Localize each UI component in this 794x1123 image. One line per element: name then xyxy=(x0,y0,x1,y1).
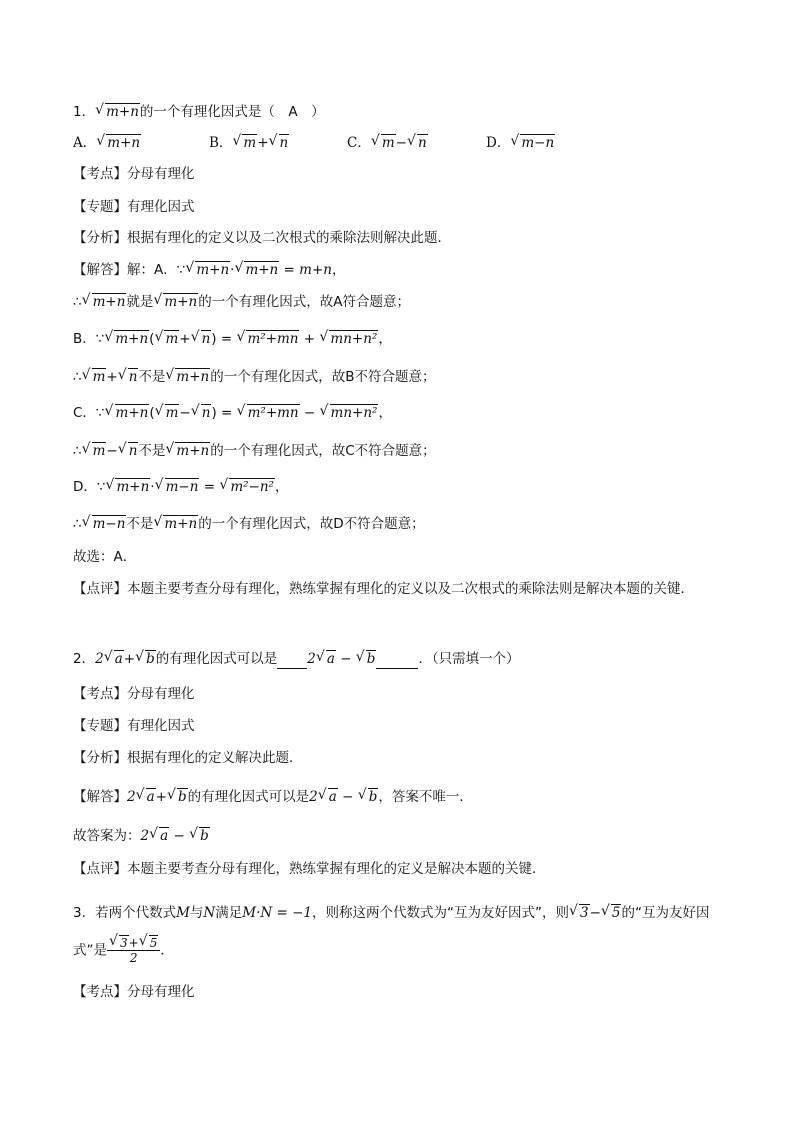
q2-dianping: 【点评】本题主要考查分母有理化，熟练掌握有理化的定义是解决本题的关键． xyxy=(73,861,546,877)
q1-number: 1． xyxy=(73,104,96,120)
q1-radical: √ m+n xyxy=(96,103,140,121)
q1-line-d1: D．∵√ m+n·√ m−n = √ m²−n²， xyxy=(73,478,288,496)
q1-zhuanti: 【专题】有理化因式 xyxy=(73,199,195,215)
q2-answer: 故答案为：2√ a − √ b xyxy=(73,827,210,845)
q1-line-b1: B．∵√ m+n(√ m+√ n) = √ m²+mn + √ mn+n²， xyxy=(73,330,392,348)
q1-option-b: B．√ m+√ n xyxy=(209,134,289,152)
q1-dianping: 【点评】本题主要考查分母有理化，熟练掌握有理化的定义以及二次根式的乘除法则是解决本题的关键． xyxy=(73,581,694,597)
q1-line-c2: ∴√ m−√ n不是√ m+n的一个有理化因式，故C不符合题意； xyxy=(73,442,436,460)
q1-option-c: C．√ m−√ n xyxy=(347,134,428,152)
q1-line-a2: ∴√ m+n就是√ m+n的一个有理化因式，故A符合题意； xyxy=(73,293,410,311)
q3-answer-fraction: √ $\frac{3+√ 5}{2}$ xyxy=(107,936,160,965)
q1-answer: 故选：A． xyxy=(73,549,137,565)
q1-stem-suffix: 的一个有理化因式是（ A ） xyxy=(139,104,325,120)
q1-option-a: A．√ m+n xyxy=(73,134,141,152)
q1-option-d: D．√ m−n xyxy=(486,134,555,152)
q1-stem xyxy=(73,103,325,121)
q3-kaodian: 【考点】分母有理化 xyxy=(73,984,195,1000)
q1-kaodian: 【考点】分母有理化 xyxy=(73,166,195,182)
q1-fenxi: 【分析】根据有理化的定义以及二次根式的乘除法则解决此题． xyxy=(73,230,451,246)
q3-stem-line2: 式”是 √ $\frac{3+√ 5}{2}$ ． xyxy=(73,936,174,965)
q1-jieda-a: 【解答】解：A．∵√ m+n·√ m+n = m+n， xyxy=(73,261,345,279)
q2-kaodian: 【考点】分母有理化 xyxy=(73,686,195,702)
q2-zhuanti: 【专题】有理化因式 xyxy=(73,718,195,734)
q1-line-b2: ∴√ m+√ n不是√ m+n的一个有理化因式，故B不符合题意； xyxy=(73,368,436,386)
q2-stem: 2．2√ a+√ b的有理化因式可以是 2√ a − √ b ．（只需填一个） xyxy=(73,650,520,669)
q1-line-c1: C．∵√ m+n(√ m−√ n) = √ m²+mn − √ mn+n²， xyxy=(73,404,392,422)
q2-fenxi: 【分析】根据有理化的定义解决此题． xyxy=(73,750,303,766)
q2-jieda: 【解答】2√ a+√ b的有理化因式可以是2√ a − √ b，答案不唯一． xyxy=(73,788,473,806)
q3-stem-line1: 3．若两个代数式M与N满足M·N = −1，则称这两个代数式为“互为友好因式”，则√ 3−√ 5的“互为友好因 xyxy=(73,904,709,922)
q1-line-d2: ∴√ m−n不是√ m+n的一个有理化因式，故D不符合题意； xyxy=(73,515,425,533)
